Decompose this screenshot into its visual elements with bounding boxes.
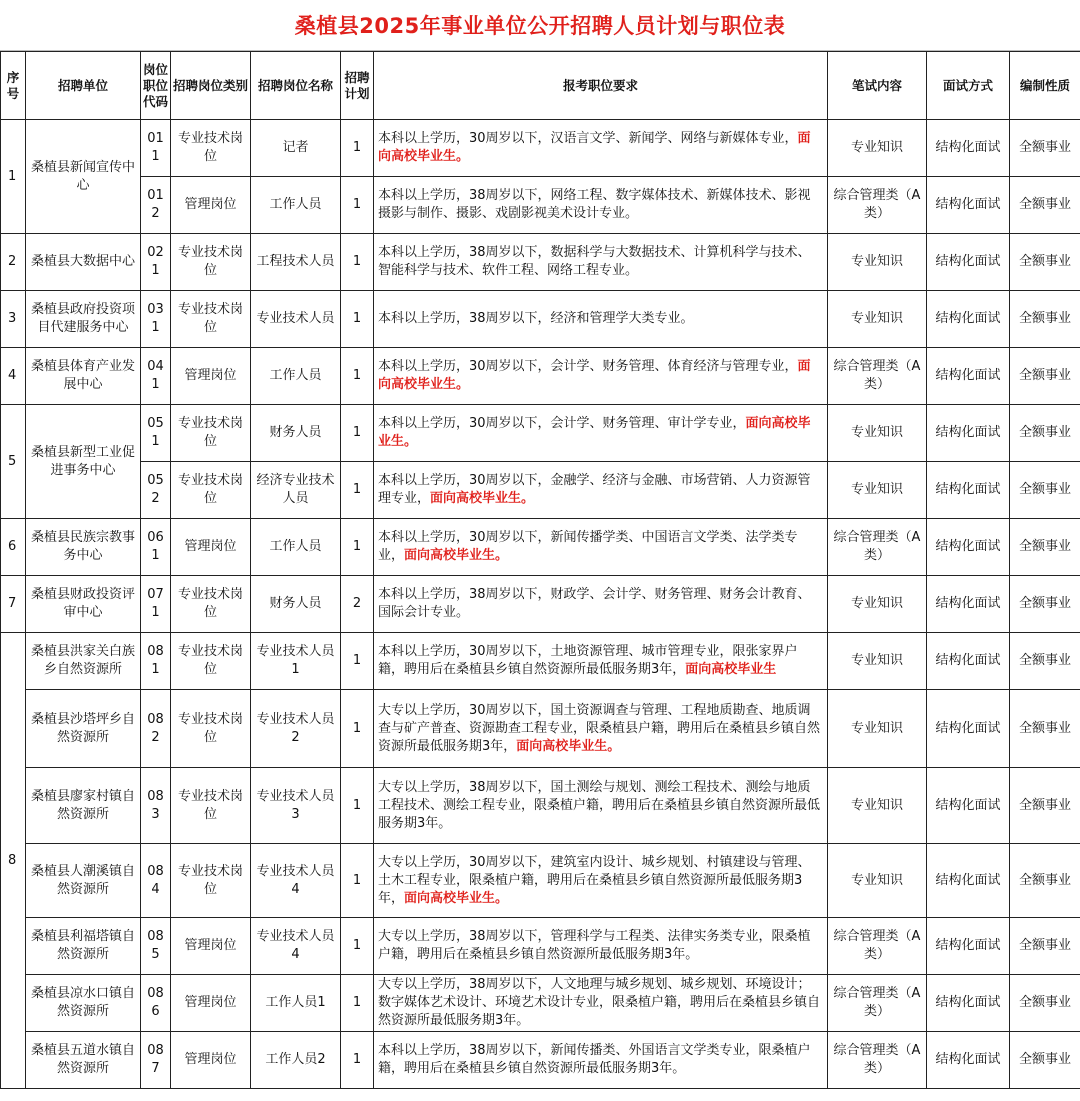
cell-code: 087 (141, 1032, 171, 1089)
requirements-text: 本科以上学历，30周岁以下，汉语言文学、新闻学、网络与新媒体专业， (378, 131, 798, 146)
cell-position: 财务人员 (251, 405, 341, 462)
header-code: 岗位职位代码 (141, 52, 171, 120)
cell-position: 工程技术人员 (251, 234, 341, 291)
cell-unit: 桑植县大数据中心 (26, 234, 141, 291)
graduate-note: 面向高校毕业生。 (516, 738, 621, 754)
cell-plan: 1 (341, 918, 374, 975)
cell-position: 记者 (251, 120, 341, 177)
cell-unit: 桑植县民族宗教事务中心 (26, 519, 141, 576)
cell-requirements (374, 633, 828, 690)
cell-code: 021 (141, 234, 171, 291)
requirements-text: 本科以上学历，30周岁以下，新闻传播学类、中国语言文学类、法学类专业， (378, 530, 798, 563)
table-row (1, 1032, 1080, 1089)
cell-written-test: 专业知识 (828, 120, 927, 177)
cell-code: 083 (141, 768, 171, 844)
cell-category: 专业技术岗位 (171, 120, 251, 177)
cell-plan: 1 (341, 462, 374, 519)
cell-category: 管理岗位 (171, 1032, 251, 1089)
requirements-text: 大专以上学历，38周岁以下，人文地理与城乡规划、城乡规划、环境设计；数字媒体艺术设计、环境艺术设计专业，限桑植户籍，聘用后在桑植县乡镇自然资源所最低服务期3年。 (378, 977, 821, 1028)
graduate-note: 面向高校毕业生 (685, 662, 777, 677)
header-interview: 面试方式 (927, 52, 1010, 120)
cell-plan: 1 (341, 405, 374, 462)
cell-seq: 4 (1, 348, 26, 405)
cell-requirements (374, 177, 828, 234)
table-row (1, 348, 1080, 405)
cell-code: 084 (141, 844, 171, 918)
header-requirements: 报考职位要求 (374, 52, 828, 120)
cell-position: 工作人员1 (251, 975, 341, 1032)
cell-written-test: 综合管理类（A类） (828, 918, 927, 975)
requirements-text: 本科以上学历，38周岁以下，数据科学与大数据技术、计算机科学与技术、智能科学与技术、软件工程、网络工程专业。 (378, 245, 811, 278)
cell-plan: 1 (341, 975, 374, 1032)
cell-category: 管理岗位 (171, 975, 251, 1032)
graduate-note: 面向高校毕业生。 (430, 491, 535, 506)
cell-code: 012 (141, 177, 171, 234)
header-category: 招聘岗位类别 (171, 52, 251, 120)
header-row (1, 52, 1080, 120)
cell-interview: 结构化面试 (927, 462, 1010, 519)
cell-staffing: 全额事业 (1010, 291, 1080, 348)
requirements-text: 本科以上学历，30周岁以下，会计学、财务管理、体育经济与管理专业， (378, 359, 798, 374)
cell-category: 专业技术岗位 (171, 234, 251, 291)
requirements-text: 本科以上学历，30周岁以下，金融学、经济与金融、市场营销、人力资源管理专业， (378, 473, 811, 506)
header-written-test: 笔试内容 (828, 52, 927, 120)
cell-code: 071 (141, 576, 171, 633)
table-row (1, 576, 1080, 633)
cell-requirements (374, 918, 828, 975)
cell-code: 061 (141, 519, 171, 576)
cell-staffing: 全额事业 (1010, 1032, 1080, 1089)
cell-position: 专业技术人员4 (251, 918, 341, 975)
table-row (1, 844, 1080, 918)
cell-position: 专业技术人员4 (251, 844, 341, 918)
cell-requirements (374, 234, 828, 291)
cell-seq: 7 (1, 576, 26, 633)
cell-interview: 结构化面试 (927, 690, 1010, 768)
cell-staffing: 全额事业 (1010, 348, 1080, 405)
cell-requirements (374, 768, 828, 844)
cell-plan: 1 (341, 291, 374, 348)
cell-requirements (374, 405, 828, 462)
table-row (1, 405, 1080, 462)
cell-unit: 桑植县新闻宣传中心 (26, 120, 141, 234)
cell-interview: 结构化面试 (927, 1032, 1010, 1089)
cell-position: 专业技术人员 (251, 291, 341, 348)
cell-plan: 1 (341, 690, 374, 768)
cell-position: 专业技术人员1 (251, 633, 341, 690)
cell-written-test: 专业知识 (828, 291, 927, 348)
cell-interview: 结构化面试 (927, 234, 1010, 291)
table-row (1, 519, 1080, 576)
cell-code: 031 (141, 291, 171, 348)
cell-staffing: 全额事业 (1010, 576, 1080, 633)
cell-requirements (374, 975, 828, 1032)
cell-seq: 1 (1, 120, 26, 234)
cell-requirements (374, 1032, 828, 1089)
cell-seq: 5 (1, 405, 26, 519)
cell-written-test: 专业知识 (828, 462, 927, 519)
graduate-note: 面向高校毕业生。 (404, 890, 509, 906)
cell-code: 086 (141, 975, 171, 1032)
cell-position: 经济专业技术人员 (251, 462, 341, 519)
cell-interview: 结构化面试 (927, 576, 1010, 633)
cell-staffing: 全额事业 (1010, 768, 1080, 844)
cell-staffing: 全额事业 (1010, 975, 1080, 1032)
cell-code: 041 (141, 348, 171, 405)
cell-interview: 结构化面试 (927, 177, 1010, 234)
cell-written-test: 专业知识 (828, 633, 927, 690)
cell-written-test: 专业知识 (828, 768, 927, 844)
header-position: 招聘岗位名称 (251, 52, 341, 120)
table-body (1, 120, 1080, 1089)
cell-category: 专业技术岗位 (171, 462, 251, 519)
cell-category: 专业技术岗位 (171, 844, 251, 918)
cell-interview: 结构化面试 (927, 768, 1010, 844)
cell-code: 081 (141, 633, 171, 690)
cell-code: 051 (141, 405, 171, 462)
cell-interview: 结构化面试 (927, 405, 1010, 462)
cell-category: 管理岗位 (171, 519, 251, 576)
table-row (1, 768, 1080, 844)
cell-staffing: 全额事业 (1010, 462, 1080, 519)
requirements-text: 本科以上学历，38周岁以下，财政学、会计学、财务管理、财务会计教育、国际会计专业。 (378, 587, 811, 620)
table-row (1, 234, 1080, 291)
cell-unit: 桑植县体育产业发展中心 (26, 348, 141, 405)
cell-plan: 2 (341, 576, 374, 633)
cell-plan: 1 (341, 120, 374, 177)
cell-position: 工作人员 (251, 348, 341, 405)
cell-interview: 结构化面试 (927, 120, 1010, 177)
cell-staffing: 全额事业 (1010, 405, 1080, 462)
page-title: 桑植县2025年事业单位公开招聘人员计划与职位表 (294, 14, 786, 38)
graduate-note: 面向高校毕业生。 (378, 131, 811, 164)
cell-plan: 1 (341, 177, 374, 234)
table-row (1, 120, 1080, 177)
cell-interview: 结构化面试 (927, 348, 1010, 405)
requirements-text: 本科以上学历，38周岁以下，经济和管理学大类专业。 (378, 311, 694, 326)
table-row (1, 462, 1080, 519)
cell-staffing: 全额事业 (1010, 918, 1080, 975)
requirements-text: 本科以上学历，30周岁以下，土地资源管理、城市管理专业，限张家界户籍，聘用后在桑植县乡镇自然资源所最低服务期3年， (378, 644, 798, 677)
cell-seq: 6 (1, 519, 26, 576)
cell-seq: 8 (1, 633, 26, 1089)
table-row (1, 918, 1080, 975)
cell-requirements (374, 576, 828, 633)
cell-unit: 桑植县洪家关白族乡自然资源所 (26, 633, 141, 690)
cell-category: 专业技术岗位 (171, 633, 251, 690)
requirements-text: 本科以上学历，38周岁以下，新闻传播类、外国语言文学类专业，限桑植户籍，聘用后在桑植县乡镇自然资源所最低服务期3年。 (378, 1043, 811, 1076)
header-unit: 招聘单位 (26, 52, 141, 120)
graduate-note: 面向高校毕业生。 (378, 359, 811, 392)
cell-written-test: 专业知识 (828, 576, 927, 633)
cell-interview: 结构化面试 (927, 519, 1010, 576)
cell-unit: 桑植县五道水镇自然资源所 (26, 1032, 141, 1089)
cell-written-test: 综合管理类（A类） (828, 519, 927, 576)
header-plan: 招聘计划 (341, 52, 374, 120)
cell-written-test: 综合管理类（A类） (828, 177, 927, 234)
cell-category: 管理岗位 (171, 348, 251, 405)
table-row (1, 633, 1080, 690)
recruitment-table (0, 51, 1080, 1089)
requirements-text: 大专以上学历，30周岁以下，国土资源调查与管理、工程地质勘查、地质调查与矿产普查、资源勘查工程专业，限桑植县户籍，聘用后在桑植县乡镇自然资源所最低服务期3年， (378, 702, 821, 754)
graduate-note: 面向高校毕业生。 (378, 416, 811, 449)
cell-staffing: 全额事业 (1010, 690, 1080, 768)
cell-requirements (374, 462, 828, 519)
table-row (1, 690, 1080, 768)
cell-requirements (374, 291, 828, 348)
cell-requirements (374, 120, 828, 177)
cell-interview: 结构化面试 (927, 975, 1010, 1032)
cell-seq: 3 (1, 291, 26, 348)
cell-position: 专业技术人员2 (251, 690, 341, 768)
cell-written-test: 专业知识 (828, 844, 927, 918)
cell-written-test: 专业知识 (828, 234, 927, 291)
cell-written-test: 综合管理类（A类） (828, 975, 927, 1032)
cell-staffing: 全额事业 (1010, 633, 1080, 690)
cell-unit: 桑植县凉水口镇自然资源所 (26, 975, 141, 1032)
cell-requirements (374, 690, 828, 768)
title-bar (0, 0, 1080, 51)
cell-position: 工作人员2 (251, 1032, 341, 1089)
cell-unit: 桑植县政府投资项目代建服务中心 (26, 291, 141, 348)
cell-interview: 结构化面试 (927, 633, 1010, 690)
cell-position: 工作人员 (251, 177, 341, 234)
cell-position: 工作人员 (251, 519, 341, 576)
cell-written-test: 专业知识 (828, 690, 927, 768)
cell-unit: 桑植县新型工业促进事务中心 (26, 405, 141, 519)
cell-written-test: 综合管理类（A类） (828, 1032, 927, 1089)
cell-written-test: 专业知识 (828, 405, 927, 462)
cell-plan: 1 (341, 519, 374, 576)
cell-plan: 1 (341, 844, 374, 918)
cell-unit: 桑植县沙塔坪乡自然资源所 (26, 690, 141, 768)
cell-requirements (374, 348, 828, 405)
cell-staffing: 全额事业 (1010, 844, 1080, 918)
cell-category: 专业技术岗位 (171, 690, 251, 768)
table-row (1, 291, 1080, 348)
cell-interview: 结构化面试 (927, 291, 1010, 348)
cell-written-test: 综合管理类（A类） (828, 348, 927, 405)
cell-category: 专业技术岗位 (171, 576, 251, 633)
cell-code: 052 (141, 462, 171, 519)
cell-plan: 1 (341, 768, 374, 844)
cell-plan: 1 (341, 633, 374, 690)
cell-unit: 桑植县廖家村镇自然资源所 (26, 768, 141, 844)
cell-seq: 2 (1, 234, 26, 291)
requirements-text: 大专以上学历，30周岁以下，建筑室内设计、城乡规划、村镇建设与管理、土木工程专业，限桑植户籍，聘用后在桑植县乡镇自然资源所最低服务期3年， (378, 854, 811, 906)
cell-position: 专业技术人员3 (251, 768, 341, 844)
cell-category: 专业技术岗位 (171, 291, 251, 348)
cell-plan: 1 (341, 1032, 374, 1089)
cell-category: 管理岗位 (171, 918, 251, 975)
cell-requirements (374, 519, 828, 576)
cell-interview: 结构化面试 (927, 918, 1010, 975)
cell-unit: 桑植县财政投资评审中心 (26, 576, 141, 633)
table-row (1, 975, 1080, 1032)
cell-staffing: 全额事业 (1010, 234, 1080, 291)
cell-unit: 桑植县利福塔镇自然资源所 (26, 918, 141, 975)
header-staffing: 编制性质 (1010, 52, 1080, 120)
cell-category: 管理岗位 (171, 177, 251, 234)
requirements-text: 本科以上学历，38周岁以下，网络工程、数字媒体技术、新媒体技术、影视摄影与制作、摄影、戏剧影视美术设计专业。 (378, 188, 811, 221)
requirements-text: 大专以上学历，38周岁以下，管理科学与工程类、法律实务类专业，限桑植户籍，聘用后在桑植县乡镇自然资源所最低服务期3年。 (378, 929, 811, 962)
cell-interview: 结构化面试 (927, 844, 1010, 918)
cell-category: 专业技术岗位 (171, 405, 251, 462)
cell-code: 085 (141, 918, 171, 975)
requirements-text: 本科以上学历，30周岁以下，会计学、财务管理、审计学专业， (378, 416, 746, 431)
cell-code: 011 (141, 120, 171, 177)
cell-requirements (374, 844, 828, 918)
cell-staffing: 全额事业 (1010, 519, 1080, 576)
cell-staffing: 全额事业 (1010, 120, 1080, 177)
cell-staffing: 全额事业 (1010, 177, 1080, 234)
cell-category: 专业技术岗位 (171, 768, 251, 844)
cell-unit: 桑植县人潮溪镇自然资源所 (26, 844, 141, 918)
cell-plan: 1 (341, 348, 374, 405)
graduate-note: 面向高校毕业生。 (404, 548, 509, 563)
cell-plan: 1 (341, 234, 374, 291)
requirements-text: 大专以上学历，38周岁以下，国土测绘与规划、测绘工程技术、测绘与地质工程技术、测绘工程专业，限桑植户籍，聘用后在桑植县乡镇自然资源所最低服务期3年。 (378, 779, 821, 831)
header-seq: 序号 (1, 52, 26, 120)
cell-code: 082 (141, 690, 171, 768)
table-row (1, 177, 1080, 234)
cell-position: 财务人员 (251, 576, 341, 633)
